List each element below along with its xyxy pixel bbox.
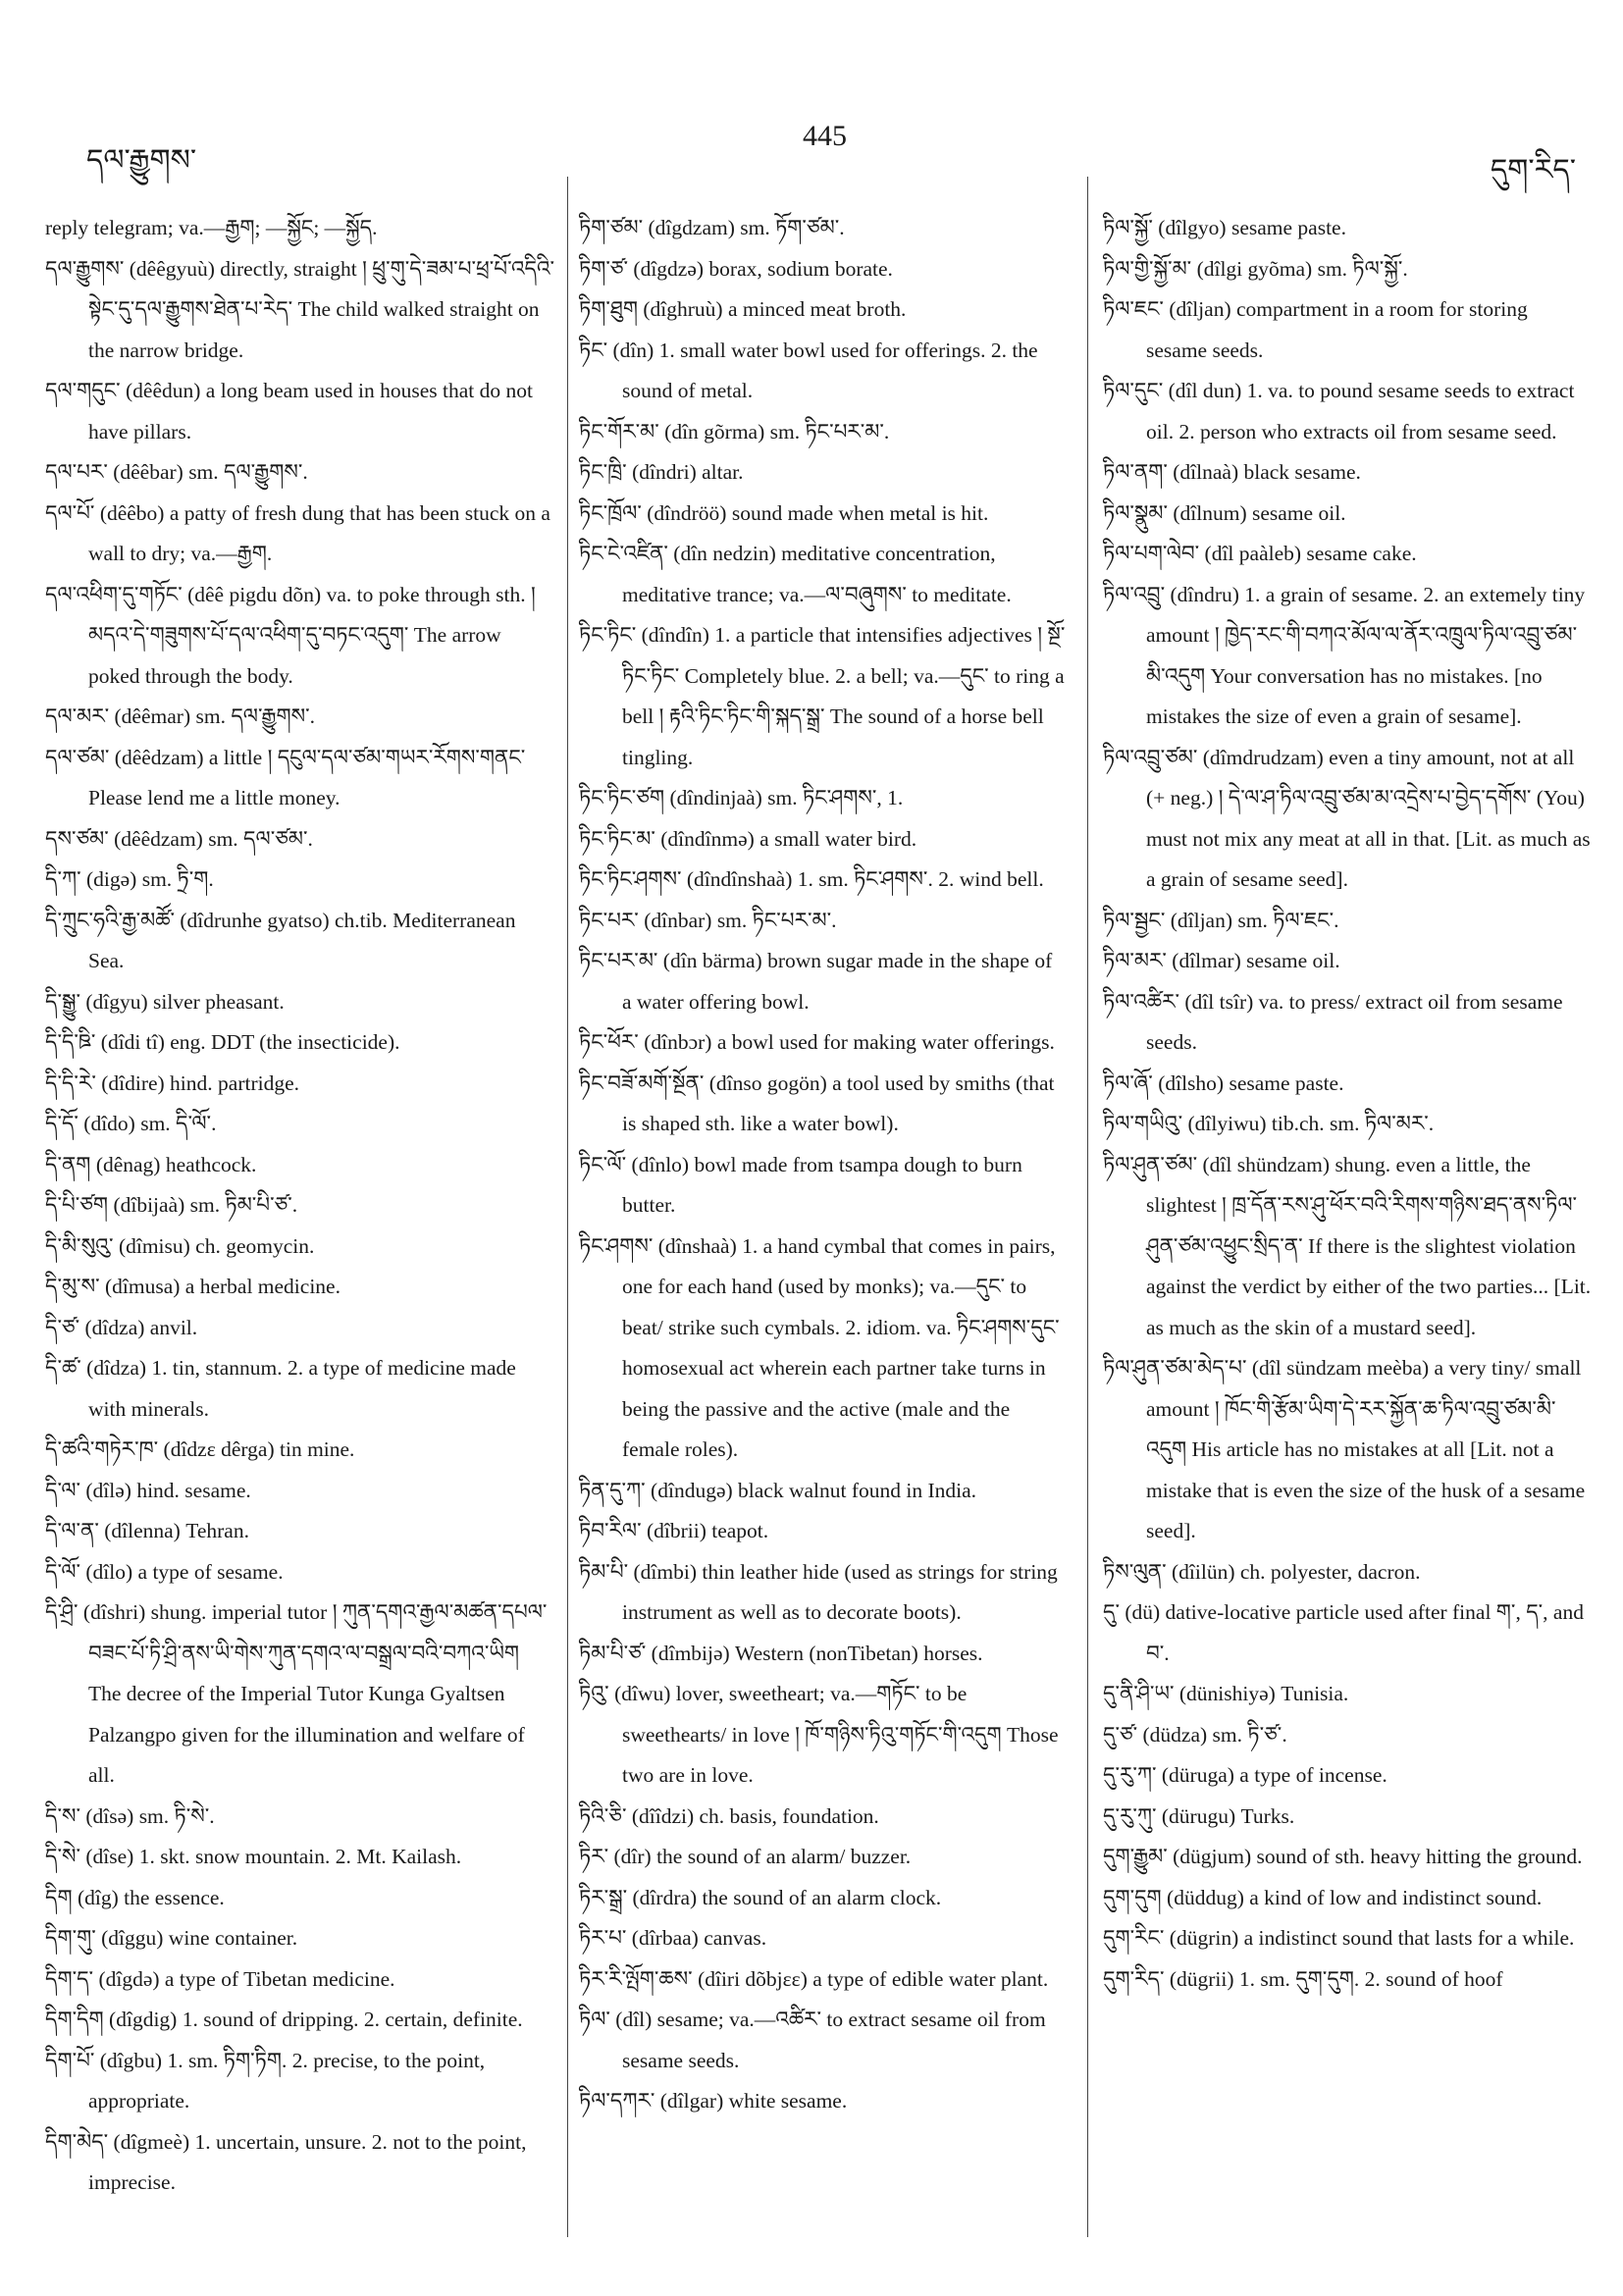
dictionary-entry: ཏིར་རི་ལྤོག་ཆས་ (dîiri dõbjɛɛ) a type of edible water plant.	[579, 1966, 1049, 1991]
dictionary-entry: དུ་ (dü) dative-locative particle used after final ག་, ད་, and བ་.	[1103, 1600, 1584, 1665]
dictionary-entry: ཏིང་པར་མ་ (dîn bärma) brown sugar made in the shape of a water offering bowl.	[579, 949, 1053, 1014]
column-right	[1103, 208, 1594, 2000]
dictionary-entry: ཏིའི་ཅི་ (dîîdzi) ch. basis, foundation.	[579, 1803, 879, 1828]
dictionary-entry: ཏིག་ཙམ་ (dîgdzam) sm. ཏོག་ཙམ་.	[579, 216, 845, 239]
dictionary-entry: དི་ཙ་ (dîdza) anvil.	[45, 1315, 198, 1339]
dictionary-entry: དི་དོ་ (dîdo) sm. དི་ལོ་.	[45, 1112, 217, 1135]
dictionary-entry: ཏིལ་ནག་ (dîlnaà) black sesame.	[1103, 460, 1361, 484]
dictionary-entry: ཏིང་གོར་མ་ (dîn gõrma) sm. ཏིང་པར་མ་.	[579, 419, 890, 444]
dictionary-entry: ཏིལ་ཤུན་ཙམ་ (dîl shündzam) shung. even a little, the slightest ། ཁྲ་དོན་རས་ཤུ་ཕོར་བའི་རིགས་གཉིས་ཐད་ནས་ཏིལ་ཤུན་ཙམ་འཕྱུང་སྲིད་ན་ If there is the slightest violation against the verdict by either of the two parties... [Lit. as much as the skin of a mustard seed].	[1103, 1152, 1592, 1339]
dictionary-entry: ཏིལ་དུང་ (dîl dun) 1. va. to pound sesame seeds to extract oil. 2. person who extracts oil from sesame seed.	[1103, 379, 1575, 444]
dictionary-entry: དི་ལ་ (dîlə) hind. sesame.	[45, 1478, 251, 1502]
dictionary-entry: དས་ཙམ་ (dêêdzam) sm. དལ་ཙམ་.	[45, 826, 313, 851]
column-left	[45, 208, 555, 2204]
dictionary-entry: ཏིང་ཏིང་མ་ (dîndînmə) a small water bird.	[579, 826, 917, 851]
dictionary-entry: ཏིལ་སྦྱང་ (dîljan) sm. ཏིལ་ཇང་.	[1103, 908, 1339, 932]
dictionary-entry: ཏིབ་རིལ་ (dîbrii) teapot.	[579, 1519, 769, 1542]
dictionary-entry: དལ་ཙམ་ (dêêdzam) a little ། དངུལ་དལ་ཙམ་གཡར་རོགས་གནང་ Please lend me a little money.	[45, 745, 526, 809]
dictionary-entry: ཏིལ་འཚིར་ (dîl tsîr) va. to press/ extract oil from sesame seeds.	[1103, 989, 1563, 1054]
dictionary-entry: དི་ཚའི་གཏེར་ཁ་ (dîdzɛ dêrga) tin mine.	[45, 1437, 355, 1461]
dictionary-entry: དི་ནག (dênag) heathcock.	[45, 1152, 257, 1176]
dictionary-entry: ཏིལ་སྣུམ་ (dîlnum) sesame oil.	[1103, 500, 1346, 525]
dictionary-entry: ཏིལ་པག་ལེབ་ (dîl paàleb) sesame cake.	[1103, 542, 1417, 565]
dictionary-entry: དུ་ཙ་ (düdza) sm. ཏི་ཙ་.	[1103, 1722, 1287, 1747]
dictionary-entry: དིག་ད་ (dîgdə) a type of Tibetan medicine.	[45, 1966, 395, 1991]
dictionary-entry: དུ་རུ་ཀ་ (düruga) a type of incense.	[1103, 1763, 1387, 1787]
dictionary-entry: དི་ལ་ན་ (dîlenna) Tehran.	[45, 1519, 249, 1542]
dictionary-entry: དི་མི་སུའུ་ (dîmisu) ch. geomycin.	[45, 1233, 315, 1258]
dictionary-entry: ཏིལ་ཇང་ (dîljan) compartment in a room for storing sesame seeds.	[1103, 297, 1528, 362]
page-number: 445	[803, 120, 847, 152]
dictionary-entry: ཏིང་ཁྲི་ (dîndri) altar.	[579, 460, 744, 484]
dictionary-entry: དུག་དུག (düddug) a kind of low and indistinct sound.	[1103, 1885, 1543, 1909]
dictionary-entry: དིག (dîg) the essence.	[45, 1885, 225, 1909]
dictionary-entry: ཏིལ་ (dîl) sesame; va.—འཚིར་ to extract sesame oil from sesame seeds.	[579, 2008, 1046, 2072]
dictionary-entry: དུག་རིང་ (dügrin) a indistinct sound that lasts for a while.	[1103, 1926, 1575, 1950]
dictionary-entry: ཏིར་ (dîr) the sound of an alarm/ buzzer.	[579, 1845, 912, 1868]
column-middle	[579, 208, 1066, 2122]
dictionary-entry: དལ་རྒྱུགས་ (dêêgyuù) directly, straight ། ཕྲུ་གུ་དེ་ཟམ་པ་ཕྲ་པོ་འདིའི་སྟེང་དུ་དལ་རྒྱུགས་ཐེན་པ་རེད་ The child walked straight on the narrow bridge.	[45, 256, 555, 362]
dictionary-entry: དུག་རྒྱུམ་ (dügjum) sound of sth. heavy hitting the ground.	[1103, 1845, 1583, 1868]
dictionary-entry: ཏིལ་ཞོ་ (dîlsho) sesame paste.	[1103, 1070, 1344, 1095]
dictionary-entry: དལ་མར་ (dêêmar) sm. དལ་རྒྱུགས་.	[45, 704, 316, 728]
dictionary-entry: དི་ལོ་ (dîlo) a type of sesame.	[45, 1559, 284, 1584]
dictionary-entry: ཏིང་ཏིང་ (dîndîn) 1. a particle that intensifies adjectives ། སྔོ་ཏིང་ཏིང་ Completely blue. 2. a bell; va.—དུང་ to ring a bell ། རྟའི་ཏིང་ཏིང་གི་སྐད་སྒྲ་ The sound of a horse bell tingling.	[579, 623, 1066, 769]
dictionary-entry: ཏིན་དུ་ཀ་ (dîndugə) black walnut found in India.	[579, 1478, 977, 1502]
page-header	[0, 0, 1623, 196]
dictionary-entry: དི་སེ་ (dîse) 1. skt. snow mountain. 2. Mt. Kailash.	[45, 1845, 462, 1868]
dictionary-entry: དི་པི་ཙག (dîbijaà) sm. ཏིམ་པི་ཙ་.	[45, 1193, 298, 1217]
dictionary-entry: དི་ས་ (dîsə) sm. ཏི་སེ་.	[45, 1803, 215, 1828]
dictionary-entry: ཏིམ་པི་ (dîmbi) thin leather hide (used as strings for string instrument as well as to decorate boots).	[579, 1559, 1058, 1624]
dictionary-entry: དལ་པོ་ (dêêbo) a patty of fresh dung that has been stuck on a wall to dry; va.—རྒྱག.	[45, 500, 550, 565]
dictionary-columns	[0, 208, 1623, 2249]
dictionary-entry: དུག་རིད་ (dügrii) 1. sm. དུག་དུག. 2. sound of hoof	[1103, 1966, 1503, 1991]
dictionary-entry: དིག་མེད་ (dîgmeè) 1. uncertain, unsure. 2. not to the point, imprecise.	[45, 2129, 527, 2194]
dictionary-entry: ཏིང་ (dîn) 1. small water bowl used for offerings. 2. the sound of metal.	[579, 338, 1038, 402]
dictionary-entry: ཏིལ་སྐྱོ་ (dîlgyo) sesame paste.	[1103, 216, 1346, 239]
dictionary-entry: ཏིལ་དཀར་ (dîlgar) white sesame.	[579, 2089, 848, 2113]
dictionary-entry: དི་ཚ་ (dîdza) 1. tin, stannum. 2. a type of medicine made with minerals.	[45, 1356, 516, 1421]
dictionary-entry: ཏིག་ཐུག (dîghruù) a minced meat broth.	[579, 297, 907, 321]
dictionary-entry: ཏིང་ཤགས་ (dînshaà) 1. a hand cymbal that comes in pairs, one for each hand (used by monks); va.—དུང་ to beat/ strike such cymbals. 2. idiom. va. ཏིང་ཤགས་དུང་ homosexual act wherein each partner take turns in being the passive and the active (male and the female roles).	[579, 1233, 1060, 1461]
dictionary-entry: ཏིང་ཏིང་ཙག (dîndinjaà) sm. ཏིང་ཤགས་, 1.	[579, 786, 904, 809]
dictionary-entry: དི་དི་རེ་ (dîdire) hind. partridge.	[45, 1070, 300, 1095]
dictionary-entry: དིག་གུ་ (dîggu) wine container.	[45, 1926, 298, 1950]
dictionary-entry: ཏིང་ཕོར་ (dînbɔr) a bowl used for making water offerings.	[579, 1030, 1055, 1054]
dictionary-entry: ཏིང་པར་ (dînbar) sm. ཏིང་པར་མ་.	[579, 908, 837, 932]
dictionary-entry: ཏིང་ལོ་ (dînlo) bowl made from tsampa dough to burn butter.	[579, 1152, 1022, 1217]
dictionary-entry: དི་མུ་ས་ (dîmusa) a herbal medicine.	[45, 1275, 340, 1298]
dictionary-entry: ཏིའུ་ (dîwu) lover, sweetheart; va.—གཏོང་ to be sweethearts/ in love ། ཁོ་གཉིས་ཏིའུ་གཏོང་གི་འདུག Those two are in love.	[579, 1682, 1059, 1787]
guide-word-right: དུག་རིད་	[1490, 154, 1576, 186]
dictionary-entry: ཏིང་ཏིང་ཤགས་ (dîndînshaà) 1. sm. ཏིང་ཤགས་. 2. wind bell.	[579, 867, 1044, 891]
dictionary-entry: ཏིག་ཙ་ (dîgdzə) borax, sodium borate.	[579, 256, 893, 281]
dictionary-entry: དི་ཀ་ (digə) sm. ཏྲི་ག.	[45, 867, 214, 891]
dictionary-entry: ཏིལ་གཡིའུ་ (dîlyiwu) tib.ch. sm. ཏིལ་མར་.	[1103, 1112, 1435, 1135]
dictionary-entry: ཏིལ་འབྲུ་ (dîndru) 1. a grain of sesame. 2. an extemely tiny amount ། ཁྱེད་རང་གི་བཀའ་མོལ་ལ་ནོར་འཁྲུལ་ཏིལ་འབྲུ་ཙམ་མི་འདུག Your conversation has no mistakes. [no mistakes the size of even a grain of sesame].	[1103, 582, 1586, 728]
dictionary-entry: ཏིས་ལུན་ (dîilün) ch. polyester, dacron.	[1103, 1559, 1421, 1584]
dictionary-entry: དལ་གདུང་ (dêêdun) a long beam used in houses that do not have pillars.	[45, 379, 534, 444]
dictionary-entry: དི་སྒྱུ་ (dîgyu) silver pheasant.	[45, 989, 285, 1014]
dictionary-entry: དི་དི་ཋི་ (dîdi tî) eng. DDT (the insecticide).	[45, 1030, 400, 1054]
dictionary-entry: དི་ཀྲུང་ཧའི་རྒྱ་མཚོ་ (dîdrunhe gyatso) ch.tib. Mediterranean Sea.	[45, 908, 516, 972]
dictionary-entry: དལ་འཕིག་དུ་གཏོང་ (dêê pigdu dõn) va. to poke through sth. ། མདའ་དེ་གཟུགས་པོ་དལ་འཕིག་དུ་བཏང་འདུག་ The arrow poked through the body.	[45, 582, 536, 688]
dictionary-entry: ཏིལ་ཤུན་ཙམ་མེད་པ་ (dîl sündzam meèba) a very tiny/ small amount ། ཁོང་གི་རྩོམ་ཡིག་དེ་རར་སྐྱོན་ཆ་ཏིལ་འབྲུ་ཙམ་མི་འདུག His article has no mistakes at all [Lit. not a mistake that is even the size of the husk of a sesame seed].	[1103, 1356, 1586, 1542]
dictionary-entry: དུ་རུ་ཀུ་ (dürugu) Turks.	[1103, 1803, 1295, 1828]
dictionary-entry: དུ་ནི་ཤི་ཡ་ (dünishiyə) Tunisia.	[1103, 1682, 1349, 1705]
dictionary-entry: ཏིམ་པི་ཙ་ (dîmbijə) Western (nonTibetan) horses.	[579, 1641, 983, 1665]
dictionary-entry: དིག་དིག (dîgdig) 1. sound of dripping. 2. certain, definite.	[45, 2008, 523, 2031]
dictionary-entry: དལ་པར་ (dêêbar) sm. དལ་རྒྱུགས་.	[45, 460, 308, 484]
dictionary-entry: དིག་པོ་ (dîgbu) 1. sm. ཏིག་ཏིག. 2. precise, to the point, appropriate.	[45, 2048, 486, 2113]
dictionary-entry: ཏིལ་འབྲུ་ཙམ་ (dîmdrudzam) even a tiny amount, not at all (+ neg.) ། དེ་ལ་ཤ་ཏིལ་འབྲུ་ཙམ་མ་འདྲེས་པ་བྱེད་དགོས་ (You) must not mix any meat at all in that. [Lit. as much as a grain of sesame seed].	[1103, 745, 1591, 891]
dictionary-entry: ཏིང་བཟོ་མགོ་སྔོན་ (dînso gogön) a tool used by smiths (that is shaped sth. like a water bowl).	[579, 1070, 1055, 1135]
dictionary-entry: reply telegram; va.—རྒྱག; —སྐྱོང; —སྐྱོད.	[45, 216, 378, 239]
dictionary-entry: ཏིལ་མར་ (dîlmar) sesame oil.	[1103, 949, 1340, 972]
dictionary-entry: ཏིང་ཁྲོལ་ (dîndröö) sound made when metal is hit.	[579, 500, 989, 525]
dictionary-entry: ཏིལ་གྱི་སྐྱོ་མ་ (dîlgi gyõma) sm. ཏིལ་སྐྱོ་.	[1103, 256, 1408, 281]
dictionary-entry: དི་ཤྲི་ (dîshri) shung. imperial tutor ། ཀུན་དགའ་རྒྱལ་མཚན་དཔལ་བཟང་པོ་ཏི་ཤྲི་ནས་ཡི་གེས་ཀུན་དགའ་ལ་བསྒྲལ་བའི་བཀའ་ཡིག The decree of the Imperial Tutor Kunga Gyaltsen Palzangpo given for the illumination and welfare of all.	[45, 1600, 548, 1787]
dictionary-entry: ཏིང་ངེ་འཛིན་ (dîn nedzin) meditative concentration, meditative trance; va.—ལ་བཞུགས་ to meditate.	[579, 542, 1012, 606]
guide-word-left: དལ་རྒྱུགས་	[86, 144, 197, 177]
dictionary-entry: ཏིར་སྒྲ་ (dîrdra) the sound of an alarm clock.	[579, 1885, 942, 1909]
dictionary-entry: ཏིར་པ་ (dîrbaa) canvas.	[579, 1926, 767, 1950]
